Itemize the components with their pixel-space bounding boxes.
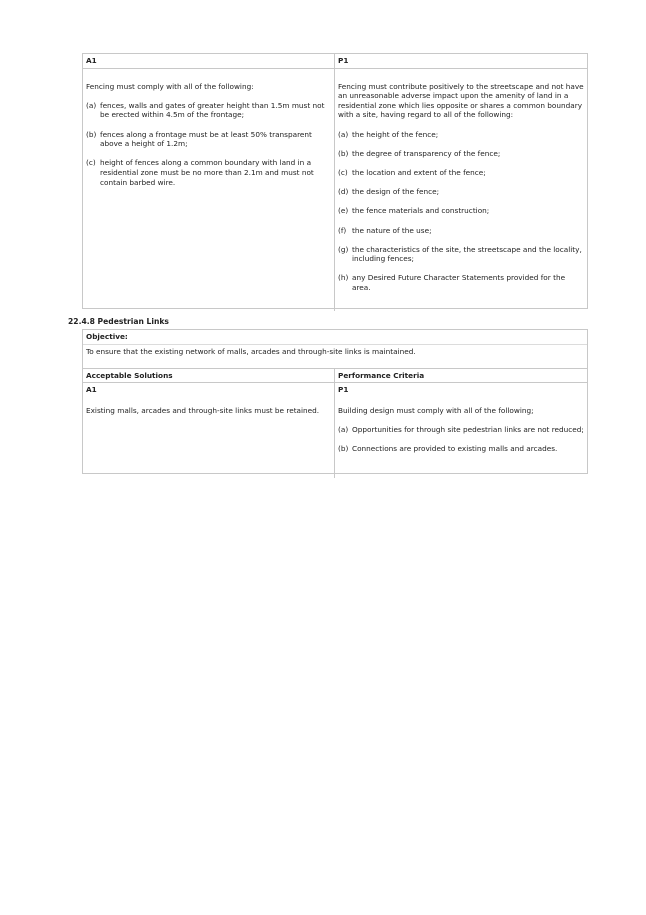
pedestrian-p1-intro: Building design must comply with all of the following;	[338, 405, 534, 415]
fencing-a1-item	[86, 158, 331, 187]
item-text: fences, walls and gates of greater height than 1.5m must not be erected within 4.5m of the frontage;	[100, 100, 325, 120]
fencing-p1-item	[338, 130, 584, 140]
item-label: (b)	[338, 148, 349, 158]
item-text: any Desired Future Character Statements provided for the area.	[352, 273, 566, 293]
pedestrian-links-table	[82, 329, 588, 474]
item-text: the nature of the use;	[352, 225, 432, 235]
pedestrian-a1-heading: A1	[83, 383, 335, 397]
fencing-p1-intro: Fencing must contribute positively to the streetscape and not have an unreasonable adverse impact upon the amenity of land in a residential zone which lies opposite or shares a common boundary with a site, having regard to all of the following:	[338, 81, 584, 120]
item-label: (d)	[338, 187, 349, 197]
pedestrian-a1-text: Existing malls, arcades and through-site links must be retained.	[86, 405, 320, 415]
objective-text: To ensure that the existing network of malls, arcades and through-site links is maintained.	[83, 345, 587, 369]
item-text: the characteristics of the site, the streetscape and the locality, including fences;	[352, 244, 582, 264]
item-text: fences along a frontage must be at least 50% transparent above a height of 1.2m;	[100, 129, 312, 149]
acceptable-solutions-heading: Acceptable Solutions	[83, 369, 335, 384]
fencing-p1-item	[338, 226, 584, 236]
item-text: the degree of transparency of the fence;	[352, 148, 501, 158]
item-label: (h)	[338, 273, 349, 283]
item-label: (a)	[86, 100, 97, 110]
item-label: (f)	[338, 225, 347, 235]
item-label: (b)	[338, 444, 349, 454]
item-label: (e)	[338, 206, 349, 216]
item-text: the fence materials and construction;	[352, 206, 490, 216]
fencing-p1-heading: P1	[335, 54, 587, 69]
objective-label: Objective:	[83, 330, 587, 345]
fencing-acceptable-solution	[83, 69, 335, 311]
pedestrian-content-row	[83, 397, 587, 478]
section-title-pedestrian-links: 22.4.8 Pedestrian Links	[68, 317, 169, 326]
item-label: (a)	[338, 424, 349, 434]
column-heading-row	[83, 369, 587, 384]
pedestrian-performance-criteria	[335, 397, 587, 478]
fencing-a1-intro: Fencing must comply with all of the following:	[86, 81, 254, 91]
performance-criteria-heading: Performance Criteria	[335, 369, 587, 384]
pedestrian-acceptable-solution	[83, 397, 335, 478]
fencing-p1-item	[338, 273, 584, 292]
fencing-content-row	[83, 69, 587, 311]
fencing-heading-row	[83, 54, 587, 69]
fencing-p1-item	[338, 168, 584, 178]
item-label: (c)	[338, 167, 348, 177]
item-text: Opportunities for through site pedestrian links are not reduced;	[352, 424, 584, 434]
fencing-table	[82, 53, 588, 309]
item-label: (b)	[86, 129, 97, 139]
item-label: (a)	[338, 129, 349, 139]
item-text: the design of the fence;	[352, 187, 440, 197]
item-text: the location and extent of the fence;	[352, 167, 486, 177]
fencing-a1-heading: A1	[83, 54, 335, 69]
pedestrian-p1-item	[338, 425, 584, 435]
item-text: the height of the fence;	[352, 129, 439, 139]
item-text: Connections are provided to existing malls and arcades.	[352, 444, 558, 454]
fencing-p1-item	[338, 187, 584, 197]
pedestrian-p1-heading: P1	[338, 385, 349, 395]
fencing-p1-item	[338, 245, 584, 264]
pedestrian-p1-item	[338, 444, 584, 454]
fencing-performance-criteria	[335, 69, 587, 311]
fencing-a1-item	[86, 101, 331, 120]
fencing-p1-item	[338, 149, 584, 159]
fencing-a1-item	[86, 130, 331, 149]
fencing-p1-item	[338, 206, 584, 216]
item-label: (c)	[86, 158, 96, 168]
item-text: height of fences along a common boundary with land in a residential zone must be no more than 2.1m and must not contain barbed wire.	[100, 158, 314, 187]
item-label: (g)	[338, 244, 349, 254]
pedestrian-number-row	[83, 383, 587, 397]
